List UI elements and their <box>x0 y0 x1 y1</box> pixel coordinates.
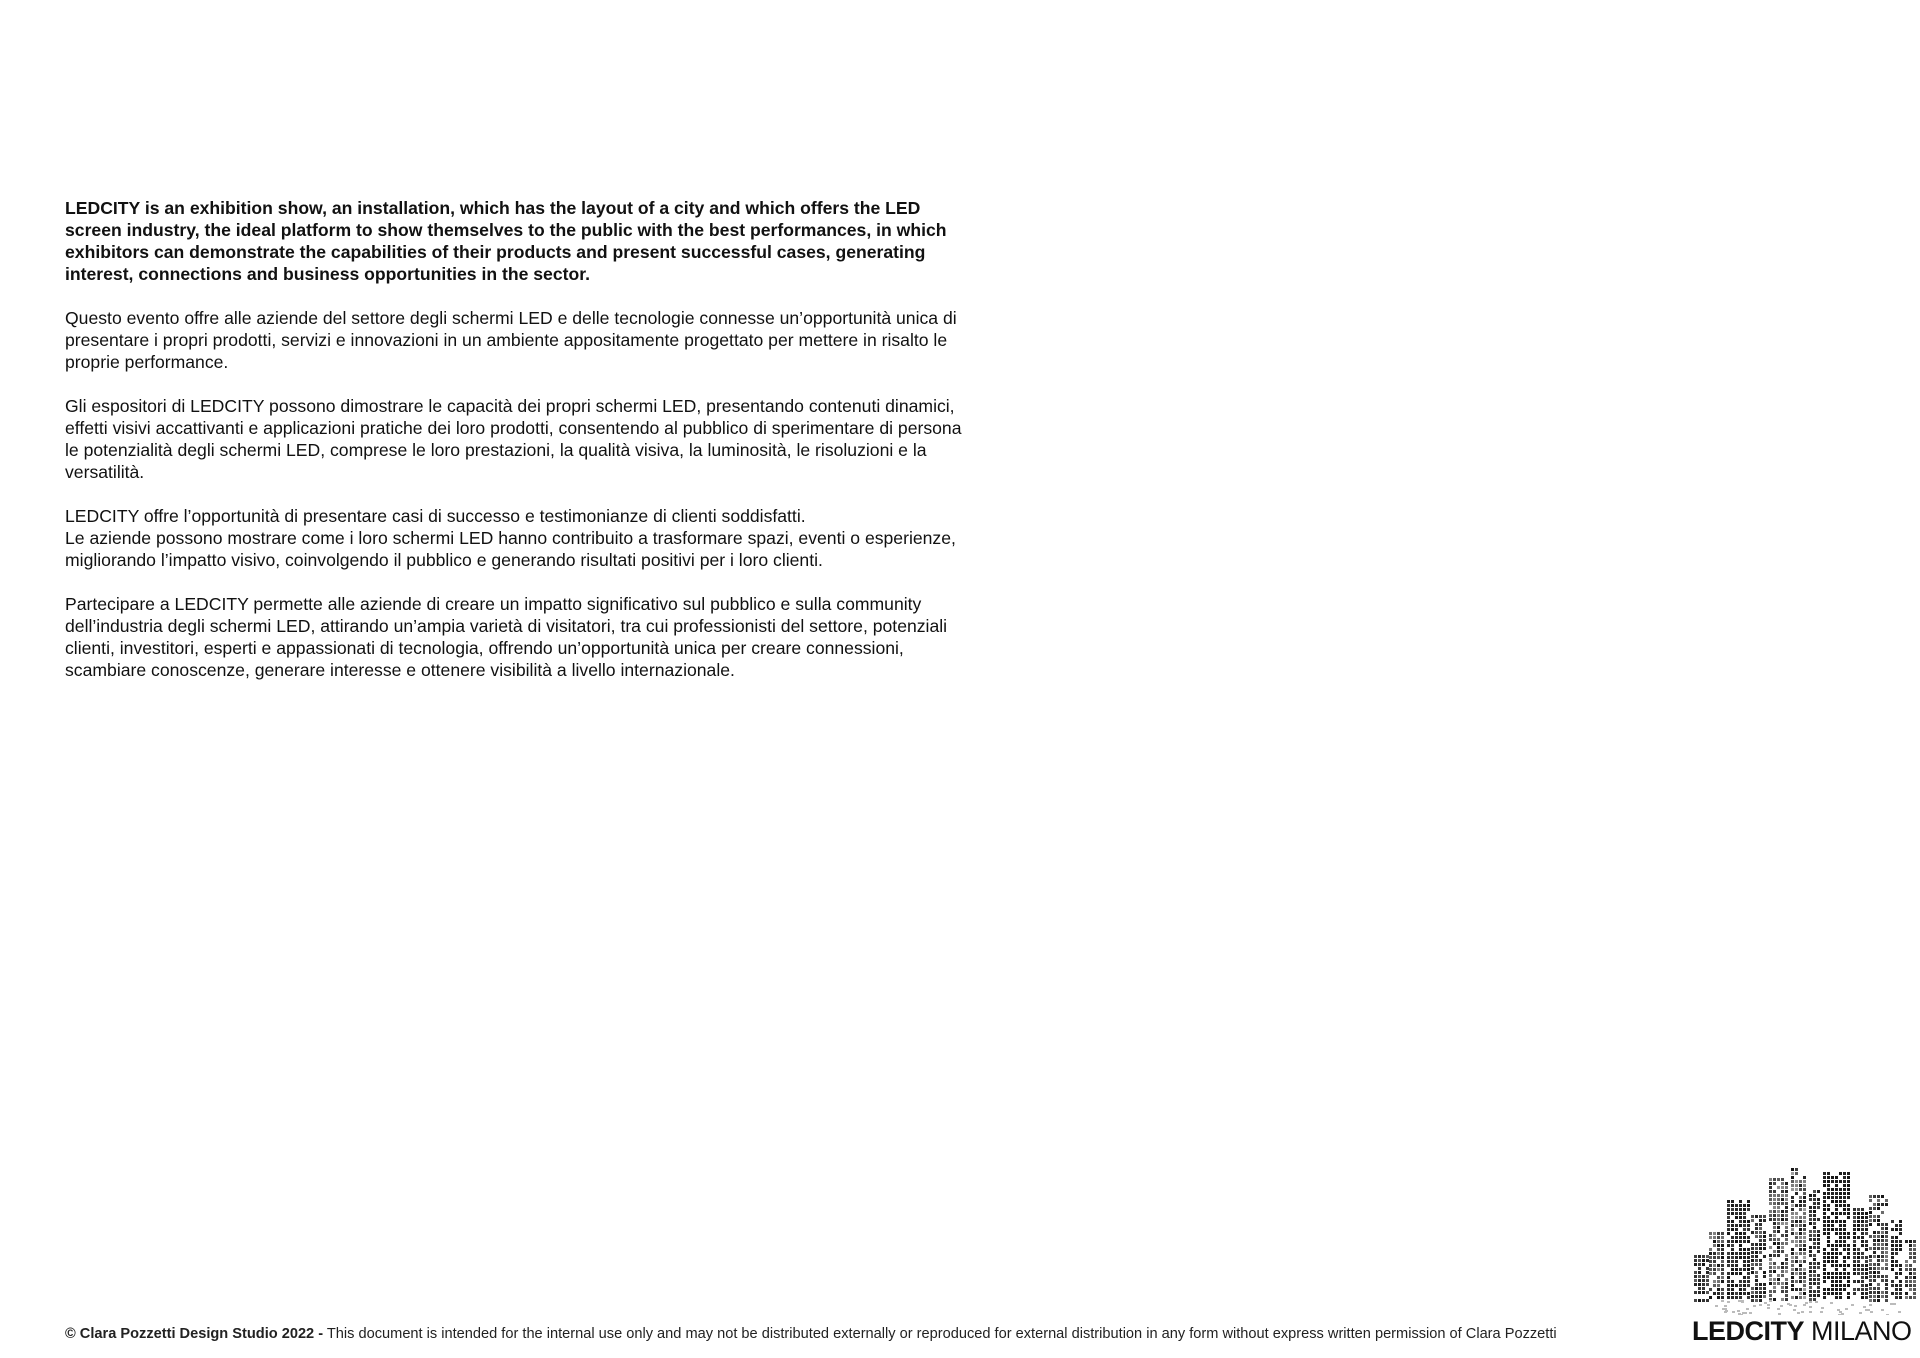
success-cases-line-2: Le aziende possono mostrare come i loro schermi LED hanno contribuito a trasformare spazi, eventi o esperienze, migliorando l’impatto visivo, coinvolgendo il pubblico e generando risultati positivi per i loro clienti. <box>65 528 956 570</box>
logo-wordmark <box>1692 1315 1912 1347</box>
paragraph-success-cases <box>65 505 975 571</box>
footer <box>65 1325 1557 1343</box>
city-skyline-icon <box>1690 1160 1918 1315</box>
paragraph-participation: Partecipare a LEDCITY permette alle aziende di creare un impatto significativo sul pubblico e sulla community dell’industria degli schermi LED, attirando un’ampia varietà di visitatori, tra cui professionisti del settore, potenziali clienti, investitori, esperti e appassionati di tecnologia, offrendo un’opportunità unica per creare connessioni, scambiare conoscenze, generare interesse e ottenere visibilità a livello internazionale. <box>65 594 948 680</box>
success-cases-line-1: LEDCITY offre l’opportunità di presentare casi di successo e testimonianze di clienti soddisfatti. <box>65 506 806 526</box>
ledcity-logo <box>1690 1160 1918 1350</box>
logo-city: MILANO <box>1811 1316 1912 1346</box>
paragraph-event-opportunity: Questo evento offre alle aziende del settore degli schermi LED e delle tecnologie connesse un’opportunità unica di presentare i propri prodotti, servizi e innovazioni in un ambiente appositamente progettato per mettere in risalto le proprie performance. <box>65 308 957 372</box>
logo-brand: LEDCITY <box>1692 1316 1805 1346</box>
intro-paragraph: LEDCITY is an exhibition show, an installation, which has the layout of a city and which offers the LED screen industry, the ideal platform to show themselves to the public with the best performances, in which exhibitors can demonstrate the capabilities of their products and present successful cases, generating interest, connections and business opportunities in the sector. <box>65 198 947 284</box>
footer-copyright: © Clara Pozzetti Design Studio 2022 - <box>65 1326 324 1342</box>
paragraph-exhibitors: Gli espositori di LEDCITY possono dimostrare le capacità dei propri schermi LED, presentando contenuti dinamici, effetti visivi accattivanti e applicazioni pratiche dei loro prodotti, consentendo al pubblico di sperimentare di persona le potenzialità degli schermi LED, comprese le loro prestazioni, la qualità visiva, la luminosità, le risoluzioni e la versatilità. <box>65 396 962 482</box>
footer-disclaimer: This document is intended for the internal use only and may not be distributed externally or reproduced for external distribution in any form without express written permission of Clara Pozzetti <box>326 1326 1557 1342</box>
document-body <box>65 197 975 703</box>
